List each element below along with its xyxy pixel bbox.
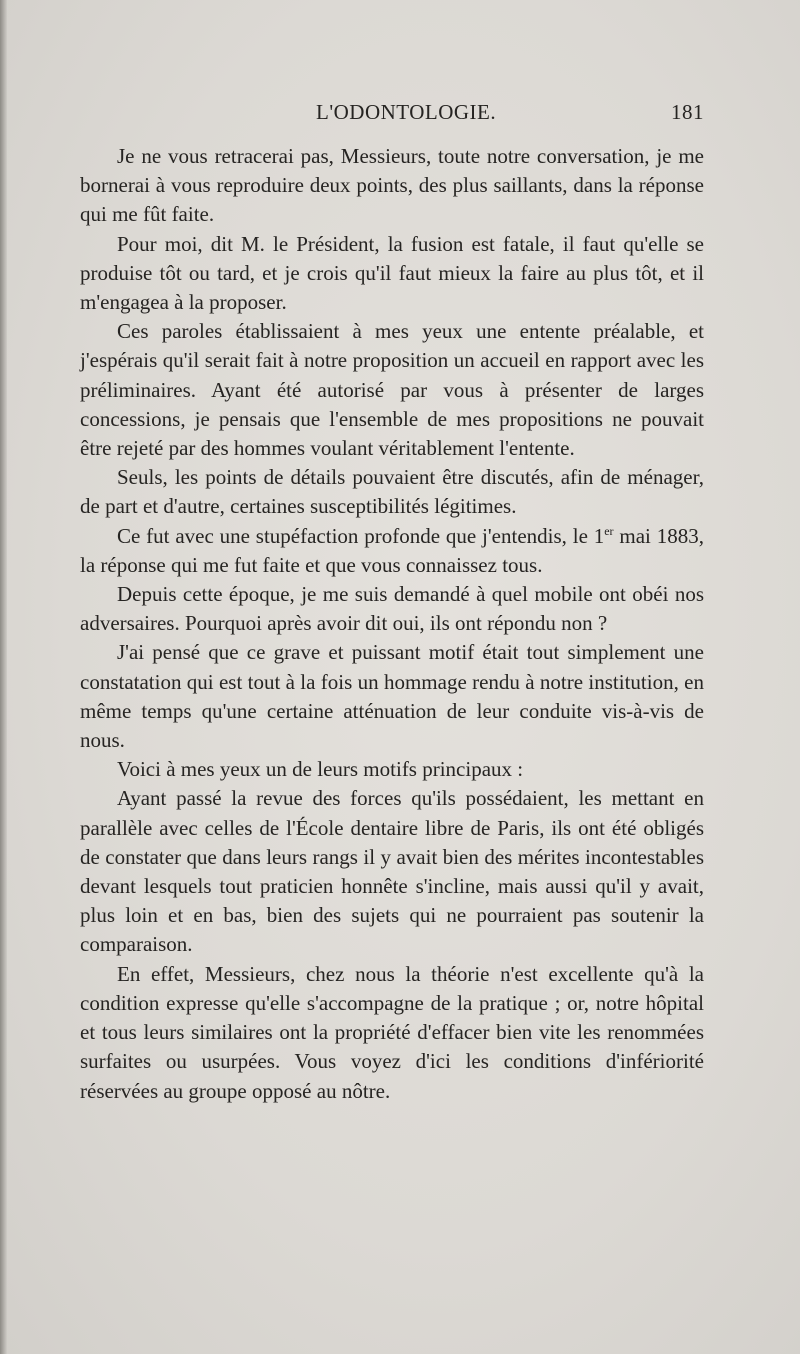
paragraph: Ces paroles établissaient à mes yeux une entente préalable, et j'espérais qu'il serait fait à notre proposition un accueil en rapport avec les préliminaires. Ayant été autorisé par vous à présenter de larges concessions, je pensais que l'ensemble de mes propositions ne pouvait être rejeté par des hommes voulant véritablement l'entente. — [80, 319, 704, 461]
paragraph-text: Ce fut avec une stupéfaction profonde que j'entendis, le 1 — [117, 523, 605, 548]
journal-title: L'ODONTOLOGIE. — [316, 100, 497, 124]
paragraph: Ayant passé la revue des forces qu'ils possédaient, les mettant en parallèle avec celles de l'École dentaire libre de Paris, ils ont été obligés de constater que dans leurs rangs il y avait bien des mérites incontestables devant lesquels tout praticien honnête s'incline, mais aussi qu'il y avait, plus loin et en bas, bien des sujets qui ne pourraient pas soutenir la comparaison. — [80, 786, 704, 957]
paragraph: En effet, Messieurs, chez nous la théorie n'est excellente qu'à la condition expresse qu'elle s'accompagne de la pratique ; or, notre hôpital et tous leurs similaires ont la propriété d'effacer bien vite les renommées surfaites ou usurpées. Vous voyez d'ici les conditions d'infériorité réservées au groupe opposé au nôtre. — [80, 961, 704, 1103]
running-header — [316, 100, 704, 130]
page-number: 181 — [671, 100, 704, 124]
paragraph: Je ne vous retracerai pas, Messieurs, toute notre conversation, je me bornerai à vous reproduire deux points, des plus saillants, dans la réponse qui me fût faite. — [80, 144, 704, 227]
page-spine-shadow — [0, 0, 7, 1354]
paragraph — [80, 522, 704, 580]
paragraph-text: mai 1883, la réponse qui me fut faite et que vous connaissez tous. — [80, 523, 704, 577]
ordinal-superscript: er — [604, 523, 614, 538]
paragraph: J'ai pensé que ce grave et puissant motif était tout simplement une constatation qui est tout à la fois un hommage rendu à notre institution, en même temps qu'une certaine atténuation de leur conduite vis-à-vis de nous. — [80, 640, 704, 753]
body-text — [80, 142, 704, 1106]
paragraph: Depuis cette époque, je me suis demandé à quel mobile ont obéi nos adversaires. Pourquoi après avoir dit oui, ils ont répondu non ? — [80, 582, 704, 636]
paragraph: Voici à mes yeux un de leurs motifs principaux : — [117, 757, 524, 782]
paragraph: Pour moi, dit M. le Président, la fusion est fatale, il faut qu'elle se produise tôt ou tard, et je crois qu'il faut mieux la faire au plus tôt, et il m'engagea à la proposer. — [80, 231, 704, 315]
paragraph: Seuls, les points de détails pouvaient être discutés, afin de ménager, de part et d'autre, certaines susceptibilités légitimes. — [80, 465, 704, 519]
